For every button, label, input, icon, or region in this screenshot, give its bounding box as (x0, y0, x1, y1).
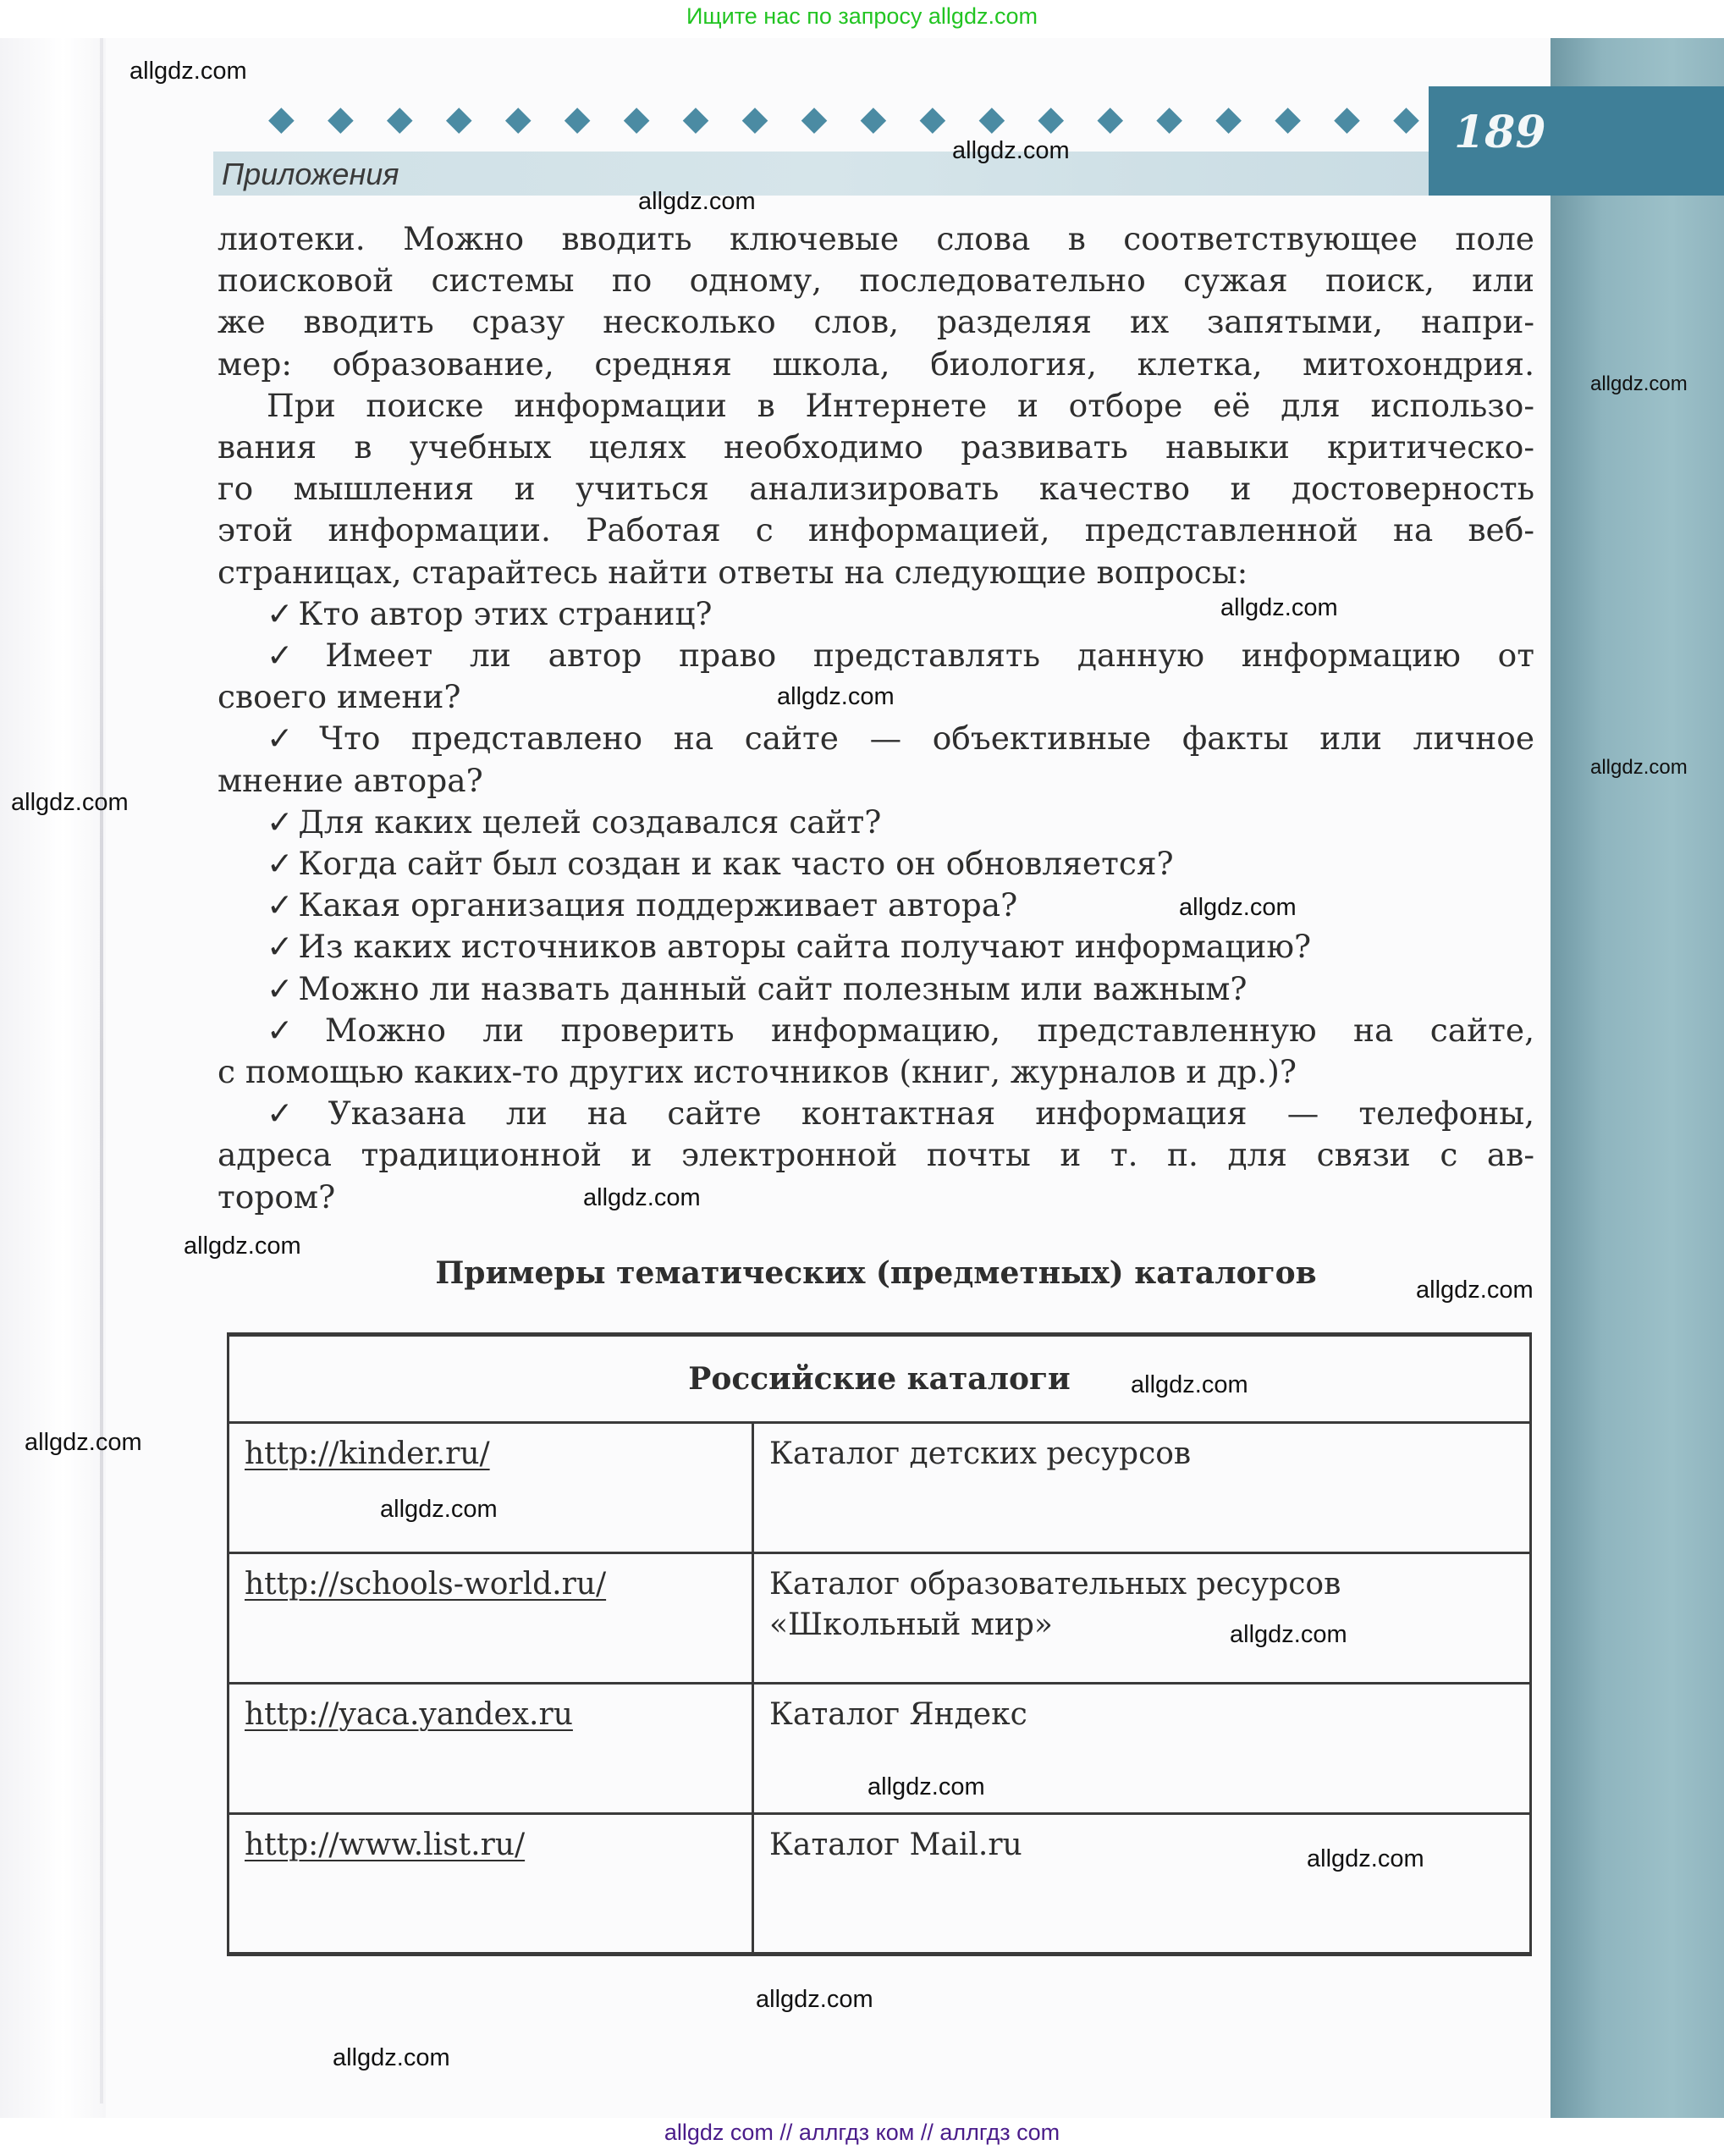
text-line: этой информации. Работая с информацией, представленной на веб- (218, 511, 1534, 549)
watermark: allgdz.com (184, 1232, 301, 1260)
animal-silhouette-strip (268, 95, 1419, 139)
text-line: го мышления и учиться анализировать качество и достоверность (218, 470, 1534, 508)
animal-silhouette-icon: ◆ (327, 99, 354, 138)
page-gutter-line (100, 38, 103, 2104)
animal-silhouette-icon: ◆ (1393, 99, 1419, 138)
question-text: Какая организация поддерживает автора? (298, 886, 1018, 924)
page-number: 189 (1454, 107, 1546, 158)
catalog-link[interactable]: http://schools-world.ru/ (245, 1567, 607, 1602)
catalog-description: Каталог образовательных ресурсов «Школьный мир» (753, 1553, 1531, 1684)
animal-silhouette-icon: ◆ (741, 99, 768, 138)
section-header-band (213, 152, 1432, 196)
checklist-item (218, 968, 1534, 1010)
watermark: allgdz.com (129, 58, 247, 85)
question-text: Когда сайт был создан и как часто он обновляется? (298, 845, 1174, 883)
text-line: страницах, старайтесь найти ответы на следующие вопросы: (218, 553, 1248, 591)
checkmark-icon: ✓ (267, 720, 315, 758)
question-text: Имеет ли автор право представлять данную информацию от (325, 637, 1535, 675)
text-line (218, 1010, 1534, 1051)
page-number-box (1429, 86, 1724, 196)
animal-silhouette-icon: ◆ (860, 99, 887, 138)
catalog-description: Каталог Mail.ru (753, 1814, 1531, 1955)
animal-silhouette-icon: ◆ (978, 99, 1005, 138)
question-text: тором? (218, 1177, 336, 1216)
text-line (218, 1134, 1534, 1176)
question-text: Из каких источников авторы сайта получают информацию? (298, 928, 1312, 966)
table-row (229, 1814, 1531, 1955)
text-line (218, 1051, 1534, 1093)
checkmark-icon: ✓ (267, 886, 294, 924)
watermark: allgdz.com (1230, 1621, 1347, 1648)
catalog-heading: Примеры тематических (предметных) каталогов (435, 1255, 1317, 1291)
checkmark-icon: ✓ (267, 802, 294, 841)
text-line: лиотеки. Можно вводить ключевые слова в соответствующее поле (218, 220, 1534, 257)
watermark: allgdz.com (777, 683, 895, 710)
animal-silhouette-icon: ◆ (1215, 99, 1242, 138)
question-text: Можно ли проверить информацию, представленную на сайте, (324, 1011, 1534, 1049)
checklist-item (218, 843, 1534, 885)
question-text: мнение автора? (218, 761, 483, 799)
table-row (229, 1553, 1531, 1684)
checkmark-icon: ✓ (267, 637, 321, 675)
catalog-link[interactable]: http://www.list.ru/ (245, 1828, 526, 1863)
watermark: allgdz.com (11, 789, 129, 816)
text-line: вания в учебных целях необходимо развивать навыки критическо- (218, 428, 1534, 466)
text-line (218, 885, 1534, 926)
search-banner: Ищите нас по запросу allgdz.com (686, 3, 1038, 29)
question-text: адреса традиционной и электронной почты и т. п. для связи с ав- (218, 1136, 1534, 1174)
checklist-item (218, 718, 1534, 801)
paragraph-intro (218, 218, 1534, 385)
watermark: allgdz.com (583, 1184, 701, 1211)
text-line (218, 926, 1534, 968)
page-gutter-shadow (0, 38, 106, 2118)
catalog-link[interactable]: http://yaca.yandex.ru (245, 1697, 573, 1733)
watermark: allgdz.com (380, 1496, 498, 1523)
watermark: allgdz.com (638, 188, 756, 215)
question-text: Что представлено на сайте — объективные факты или личное (319, 720, 1535, 758)
watermark: allgdz.com (1416, 1277, 1534, 1304)
checkmark-icon: ✓ (267, 1011, 320, 1049)
animal-silhouette-icon: ◆ (1275, 99, 1301, 138)
watermark: allgdz.com (333, 2044, 450, 2071)
animal-silhouette-icon: ◆ (801, 99, 828, 138)
table-row (229, 1423, 1531, 1553)
watermark: allgdz.com (952, 137, 1070, 164)
footer-links[interactable]: allgdz com // аллгдз ком // аллгдз com (664, 2120, 1060, 2145)
text-line (218, 635, 1534, 676)
checklist-item (218, 1093, 1534, 1218)
text-line (218, 802, 1534, 843)
watermark: allgdz.com (1179, 894, 1297, 921)
question-text: своего имени? (218, 678, 461, 716)
animal-silhouette-icon: ◆ (1334, 99, 1360, 138)
animal-silhouette-icon: ◆ (1038, 99, 1065, 138)
text-line (218, 1177, 1534, 1218)
checkmark-icon: ✓ (267, 928, 294, 966)
checkmark-icon: ✓ (267, 969, 294, 1007)
animal-silhouette-icon: ◆ (919, 99, 946, 138)
text-line (218, 843, 1534, 885)
watermark: allgdz.com (1131, 1371, 1248, 1398)
text-line (218, 760, 1534, 802)
animal-silhouette-icon: ◆ (386, 99, 413, 138)
text-line: При поиске информации в Интернете и отборе её для использо- (267, 386, 1534, 424)
animal-silhouette-icon: ◆ (1097, 99, 1124, 138)
question-text: Для каких целей создавался сайт? (298, 802, 882, 841)
checkmark-icon: ✓ (267, 594, 294, 632)
text-line (218, 968, 1534, 1010)
catalog-link[interactable]: http://kinder.ru/ (245, 1436, 490, 1471)
question-text: Можно ли назвать данный сайт полезным или важным? (298, 969, 1248, 1007)
animal-silhouette-icon: ◆ (268, 99, 295, 138)
body-text (218, 218, 1534, 1218)
question-text: Кто автор этих страниц? (298, 594, 713, 632)
watermark: allgdz.com (25, 1429, 142, 1456)
watermark: allgdz.com (1220, 594, 1338, 621)
question-text: Указана ли на сайте контактная информация — телефоны, (328, 1095, 1534, 1133)
watermark: allgdz.com (756, 1986, 873, 2013)
checkmark-icon: ✓ (267, 845, 294, 883)
checklist-item (218, 1010, 1534, 1093)
catalog-description: Каталог Яндекс (753, 1684, 1531, 1814)
watermark: allgdz.com (1590, 372, 1688, 395)
animal-silhouette-icon: ◆ (1156, 99, 1183, 138)
section-title: Приложения (222, 157, 399, 191)
checklist-item (218, 802, 1534, 843)
text-line (218, 718, 1534, 759)
question-text: с помощью каких-то других источников (книг, журналов и др.)? (218, 1053, 1297, 1091)
watermark: allgdz.com (1590, 756, 1688, 779)
animal-silhouette-icon: ◆ (623, 99, 650, 138)
text-line: мер: образование, средняя школа, биология, клетка, митохондрия. (218, 345, 1534, 383)
checkmark-icon: ✓ (267, 1095, 323, 1133)
page-edge-strip (1550, 38, 1724, 2118)
text-line: поисковой системы по одному, последовательно сужая поиск, или (218, 262, 1534, 300)
watermark: allgdz.com (868, 1773, 985, 1800)
text-line (218, 1093, 1534, 1134)
catalog-table-header: Российские каталоги (229, 1335, 1531, 1423)
animal-silhouette-icon: ◆ (445, 99, 472, 138)
watermark: allgdz.com (1307, 1845, 1424, 1872)
text-line: же вводить сразу несколько слов, разделяя их запятыми, напри- (218, 303, 1534, 341)
animal-silhouette-icon: ◆ (504, 99, 532, 138)
checklist-item (218, 885, 1534, 926)
animal-silhouette-icon: ◆ (564, 99, 591, 138)
animal-silhouette-icon: ◆ (682, 99, 709, 138)
checklist-item (218, 926, 1534, 968)
catalog-description: Каталог детских ресурсов (753, 1423, 1531, 1553)
paragraph-critical-thinking (218, 385, 1534, 593)
